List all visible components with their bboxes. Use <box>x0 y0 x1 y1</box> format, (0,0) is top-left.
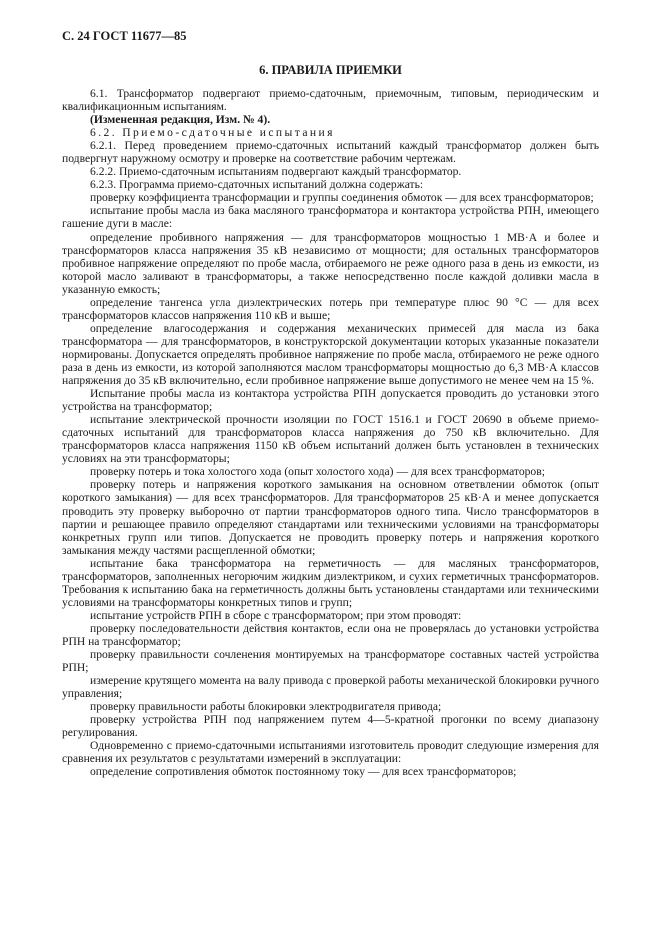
paragraph: проверку правильности сочленения монтируемых на трансформаторе составных частей устройства РПН; <box>62 648 599 675</box>
paragraph: измерение крутящего момента на валу привода с проверкой работы механической блокировки ручного управления; <box>62 674 599 701</box>
paragraph: определение тангенса угла диэлектрических потерь при температуре плюс 90 °С — для всех трансформаторов классов напряжения 110 кВ и выше; <box>62 295 599 322</box>
paragraph: испытание бака трансформатора на герметичность — для масляных трансформаторов, трансформаторов, заполненных негорючим жидким диэлектриком, и сухих герметичных трансформаторов. Требования к испытанию бака на герметичность должны быть установлены стандартами или техническими условиями на трансформаторы конкретных типов и групп; <box>62 556 599 609</box>
paragraph: проверку потерь и напряжения короткого замыкания на основном ответвлении обмоток (опыт короткого замыкания) — для всех трансформаторов. Для трансформаторов 25 кВ·А и менее допускается проводить эту проверку выборочно от партии трансформаторов одного типа. Число трансформаторов в партии и решающее правило определяют стандартами или техническими условиями на трансформаторы конкретных групп или типов. Допускается не проводить проверку потерь и напряжения короткого замыкания между частями расщепленной обмотки; <box>62 478 599 557</box>
paragraph: проверку коэффициента трансформации и группы соединения обмоток — для всех трансформаторов; <box>90 191 594 205</box>
paragraph: испытание электрической прочности изоляции по ГОСТ 1516.1 и ГОСТ 20690 в объеме приемо-сдаточных испытаний для трансформаторов класса напряжения до 750 кВ включительно. Для трансформаторов класса напряжения 1150 кВ объем испытаний должен быть установлен в технических условиях на эти трансформаторы; <box>62 413 599 466</box>
paragraph: испытание пробы масла из бака масляного трансформатора и контактора устройства РПН, имеющего гашение дуги в масле: <box>62 204 599 231</box>
paragraph: проверку потерь и тока холостого хода (опыт холостого хода) — для всех трансформаторов; <box>90 465 545 479</box>
paragraph: проверку последовательности действия контактов, если она не проверялась до установки устройства РПН на трансформатор; <box>62 621 599 648</box>
paragraph: определение сопротивления обмоток постоянному току — для всех трансформаторов; <box>90 765 517 779</box>
paragraph: Испытание пробы масла из контактора устройства РПН допускается проводить до установки этого устройства на трансформатор; <box>62 387 599 414</box>
paragraph: определение влагосодержания и содержания механических примесей для масла из бака трансформатора — для трансформаторов, в конструкторской документации которых указанные показатели нормированы. Допускается определять пробивное напряжение по пробе масла, отбираемого не реже одного раза в день из емкости, из которой заполняются маслом трансформаторы мощностью до 6,3 МВ·А классов напряжения до 35 кВ включительно, если пробивное напряжение выше допустимого не менее чем на 15 %. <box>62 321 599 388</box>
paragraph: 6.2.3. Программа приемо-сдаточных испытаний должна содержать: <box>90 178 424 192</box>
paragraph: проверку устройства РПН под напряжением путем 4—5-кратной прогонки по всему диапазону регулирования. <box>62 713 599 740</box>
paragraph: 6.2.1. Перед проведением приемо-сдаточных испытаний каждый трансформатор должен быть подвергнут наружному осмотру и проверке на соответствие рабочим чертежам. <box>62 139 599 166</box>
paragraph: определение пробивного напряжения — для трансформаторов мощностью 1 МВ·А и более и трансформаторов класса напряжения 35 кВ независимо от мощности; для остальных трансформаторов пробивное напряжение определяют по пробе масла, отбираемого не реже одного раза в день из емкости, из которой масло заливают в трансформаторы, а также непосредственно после каждой доливки масла в указанную емкость; <box>62 230 599 296</box>
paragraph: (Измененная редакция, Изм. № 4). <box>90 113 271 127</box>
paragraph: Одновременно с приемо-сдаточными испытаниями изготовитель проводит следующие измерения для сравнения их результатов с результатами измерений в эксплуатации: <box>62 739 599 766</box>
paragraph: проверку правильности работы блокировки электродвигателя привода; <box>90 700 442 714</box>
paragraph: 6.2.2. Приемо-сдаточным испытаниям подвергают каждый трансформатор. <box>90 165 462 179</box>
body-text <box>62 87 599 778</box>
paragraph: 6.1. Трансформатор подвергают приемо-сдаточным, приемочным, типовым, периодическим и квалификационным испытаниям. <box>62 87 599 114</box>
page-header: С. 24 ГОСТ 11677—85 <box>62 29 187 43</box>
section-title: 6. ПРАВИЛА ПРИЕМКИ <box>259 63 402 77</box>
paragraph: испытание устройств РПН в сборе с трансформатором; при этом проводят: <box>90 608 462 622</box>
paragraph: 6.2. Приемо-сдаточные испытания <box>90 126 335 140</box>
